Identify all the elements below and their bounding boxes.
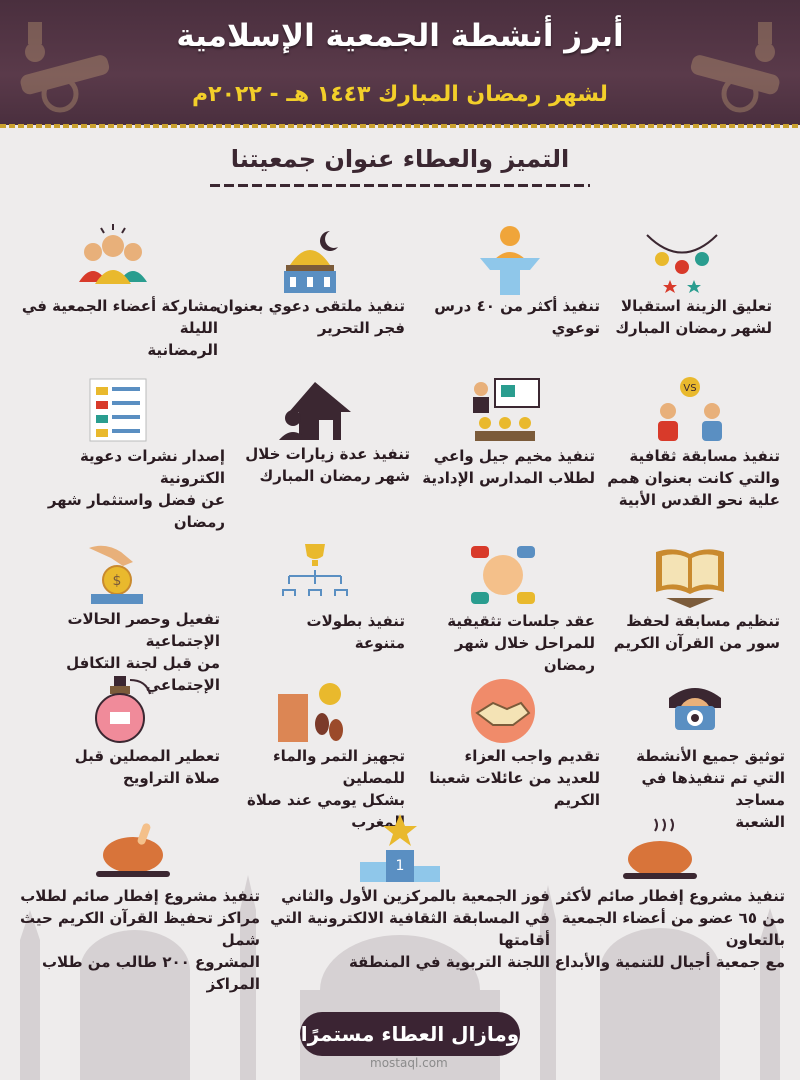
activity-label: تفعيل وحصر الحالات الإجتماعية من قبل لجنة التكافل الإجتماعي bbox=[66, 610, 220, 694]
activity-label: تنفيذ ملتقى دعوي بعنوان فجر التحرير bbox=[215, 297, 405, 337]
activity-item bbox=[420, 220, 600, 339]
activity-label: تنظيم مسابقة لحفظ سور من القرآن الكريم bbox=[613, 612, 780, 652]
activity-item bbox=[605, 680, 785, 833]
winners-podium-icon bbox=[355, 810, 445, 885]
watermark: mostaql.com bbox=[370, 1056, 448, 1070]
footer-slogan: ومازال العطاء مستمرًا bbox=[300, 1012, 520, 1056]
group-members-icon bbox=[73, 220, 153, 295]
quran-icon bbox=[650, 540, 730, 610]
activity-label: تنفيذ مشروع إفطار صائم لأكثر من ٦٥ عضو من أعضاء الجمعية بالتعاون مع جمعية أجيال للتنمية والأبداع bbox=[554, 887, 785, 971]
perfume-icon bbox=[80, 670, 160, 745]
activity-label: تعليق الزينة استقبالا لشهر رمضان المبارك bbox=[615, 297, 772, 337]
activity-label: تنفيذ بطولات متنوعة bbox=[306, 612, 405, 652]
activity-label: عقد جلسات تثقيفية للمراحل خلال شهر رمضان bbox=[447, 612, 595, 674]
activity-item bbox=[220, 378, 410, 487]
iftar-chicken-icon bbox=[88, 815, 178, 885]
activity-label: تجهيز التمر والماء للمصلين بشكل يومي عند صلاة المغرب bbox=[247, 747, 405, 831]
activity-item bbox=[592, 225, 772, 339]
svg-text:VS: VS bbox=[683, 383, 697, 394]
charity-coin-icon bbox=[75, 538, 155, 608]
activity-item bbox=[8, 220, 218, 361]
activity-item bbox=[225, 540, 405, 654]
activity-label: مشاركة أعضاء الجمعية في الليلة الرمضانية bbox=[21, 297, 218, 359]
activity-item bbox=[405, 675, 600, 811]
activity-label: فوز الجمعية بالمركزين الأول والثاني في المسابقة الثقافية الالكترونية التي أقامتها اللجنة التربوية في المنطقة bbox=[270, 887, 550, 971]
activity-label: تنفيذ مسابقة ثقافية والتي كانت بعنوان همم علية نحو القدس الأبية bbox=[607, 447, 780, 509]
activity-item bbox=[10, 375, 225, 533]
activity-item bbox=[410, 540, 595, 676]
handshake-icon bbox=[463, 675, 543, 745]
activity-label: تنفيذ مخيم جيل واعي لطلاب المدارس الإدادية bbox=[422, 447, 595, 487]
quiz-competition-icon bbox=[650, 375, 730, 445]
hands-circle-icon bbox=[463, 540, 543, 610]
lantern-garland-icon bbox=[642, 225, 722, 295]
activity-item bbox=[20, 670, 220, 789]
activity-label: تقديم واجب العزاء للعديد من عائلات شعبنا الكريم bbox=[429, 747, 600, 809]
activity-item bbox=[250, 810, 550, 973]
activity-label: تنفيذ أكثر من ٤٠ درس توعوي bbox=[434, 297, 600, 337]
slogan-underline bbox=[210, 184, 590, 187]
activity-item bbox=[5, 815, 260, 995]
svg-text:1: 1 bbox=[395, 858, 405, 874]
activity-label: تعطير المصلين قبل صلاة التراويح bbox=[74, 747, 220, 787]
house-visit-icon bbox=[275, 378, 355, 443]
page-subtitle: لشهر رمضان المبارك ١٤٤٣ هـ - ٢٠٢٢م bbox=[192, 82, 608, 107]
bulletin-icon bbox=[78, 375, 158, 445]
activity-item bbox=[215, 225, 405, 339]
activity-item bbox=[535, 815, 785, 973]
activity-label: تنفيذ عدة زيارات خلال شهر رمضان المبارك bbox=[245, 445, 410, 485]
roast-chicken-icon bbox=[615, 815, 705, 885]
activity-item bbox=[600, 375, 780, 511]
gold-divider bbox=[0, 124, 800, 128]
tournament-icon bbox=[275, 540, 355, 610]
activity-label: توثيق جميع الأنشطة التي تم تنفيذها في مساجد الشعبة bbox=[636, 747, 785, 831]
svg-text:$: $ bbox=[112, 573, 122, 589]
activity-item bbox=[600, 540, 780, 654]
activity-label: تنفيذ مشروع إفطار صائم لطلاب مراكز تحفيظ القرآن الكريم حيث شمل المشروع ٢٠٠ طالب من طلاب المراكز bbox=[19, 887, 260, 993]
page-title: أبرز أنشطة الجمعية الإسلامية bbox=[176, 18, 624, 54]
lecturer-podium-icon bbox=[470, 220, 550, 295]
activity-item bbox=[415, 375, 595, 489]
slogan: التميز والعطاء عنوان جمعيتنا bbox=[230, 145, 570, 173]
photographer-icon bbox=[655, 680, 735, 745]
activity-label: إصدار نشرات دعوية الكترونية عن فضل واستثمار شهر رمضان bbox=[47, 447, 225, 531]
classroom-icon bbox=[465, 375, 545, 445]
dates-water-icon bbox=[270, 680, 350, 745]
dome-of-rock-icon bbox=[270, 225, 350, 295]
header-banner bbox=[0, 0, 800, 125]
